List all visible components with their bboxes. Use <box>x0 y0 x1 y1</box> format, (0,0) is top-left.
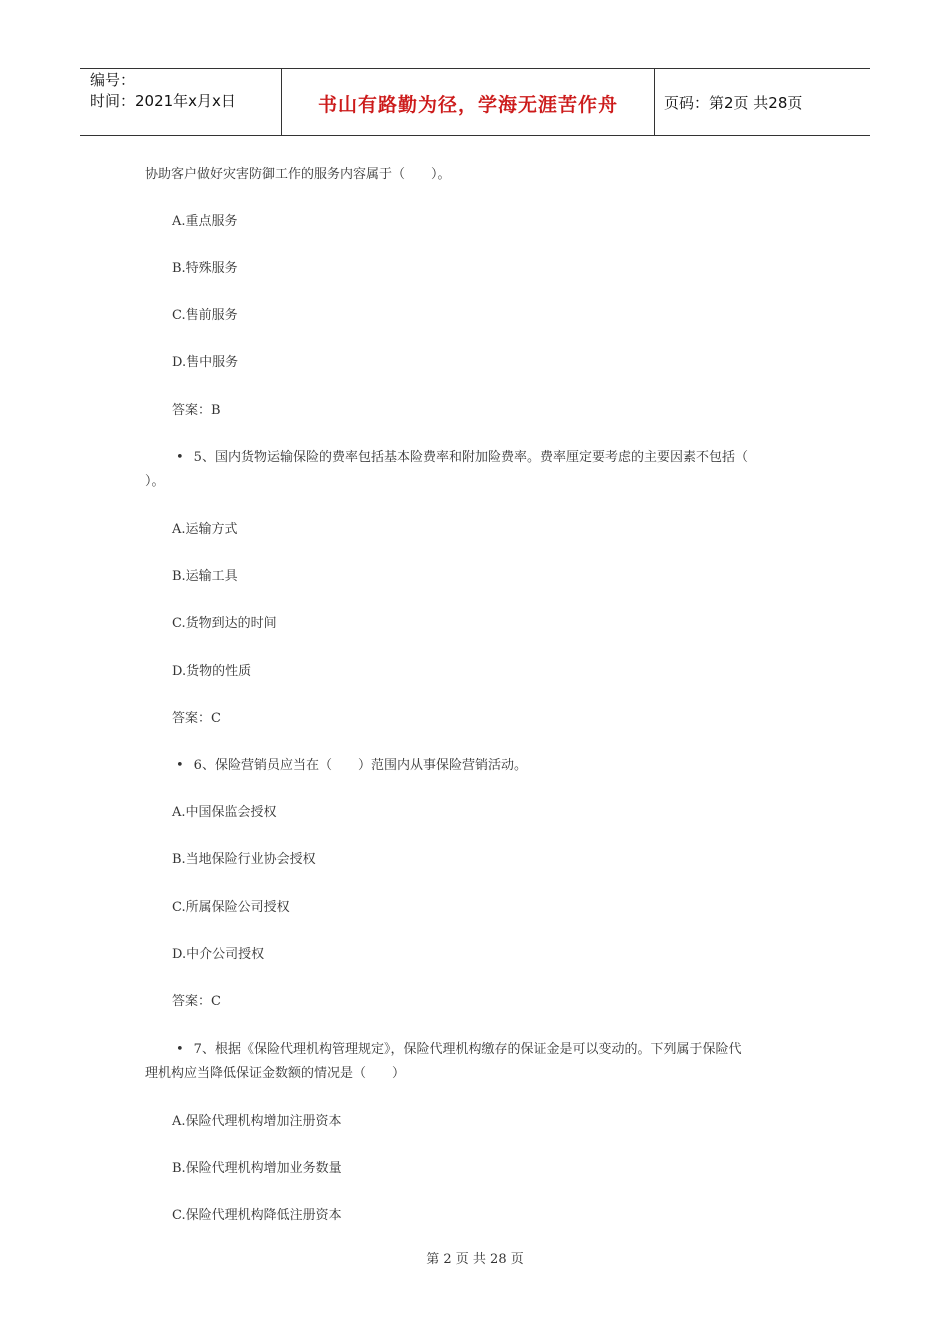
q5-option-a: A.运输方式 <box>172 522 238 537</box>
q5-answer: 答案：C <box>172 711 221 726</box>
serial-label: 编号： <box>90 71 136 89</box>
q4-option-b: B.特殊服务 <box>172 261 238 276</box>
header-meta <box>90 70 236 112</box>
bullet-icon: • <box>176 450 184 465</box>
header-page-info: 页码：第2页 共28页 <box>664 94 803 112</box>
q7-stem-text: 7、根据《保险代理机构管理规定》，保险代理机构缴存的保证金是可以变动的。下列属于保险代 <box>193 1042 742 1057</box>
q6-answer: 答案：C <box>172 994 221 1009</box>
q5-stem-text: 5、国内货物运输保险的费率包括基本险费率和附加险费率。费率厘定要考虑的主要因素不包括（ <box>193 450 748 465</box>
q6-stem <box>176 754 527 773</box>
header-divider-right <box>654 68 655 136</box>
q7-option-b: B.保险代理机构增加业务数量 <box>172 1161 342 1176</box>
bullet-icon: • <box>176 1042 184 1057</box>
q4-option-d: D.售中服务 <box>172 355 239 370</box>
header-bottom-rule <box>80 135 870 136</box>
q4-stem: 协助客户做好灾害防御工作的服务内容属于（ ）。 <box>145 167 451 182</box>
q6-option-d: D.中介公司授权 <box>172 947 265 962</box>
q7-stem-line2: 理机构应当降低保证金数额的情况是（ ） <box>145 1066 406 1081</box>
q7-option-c: C.保险代理机构降低注册资本 <box>172 1208 342 1223</box>
q7-option-a: A.保险代理机构增加注册资本 <box>172 1114 342 1129</box>
q5-option-d: D.货物的性质 <box>172 664 252 679</box>
q5-option-b: B.运输工具 <box>172 569 238 584</box>
q4-option-c: C.售前服务 <box>172 308 238 323</box>
header-top-rule <box>80 68 870 69</box>
bullet-icon: • <box>176 758 184 773</box>
q6-option-b: B.当地保险行业协会授权 <box>172 852 316 867</box>
q7-stem-line1 <box>176 1038 741 1057</box>
footer-page-number: 第 2 页 共 28 页 <box>426 1252 524 1267</box>
q6-option-c: C.所属保险公司授权 <box>172 900 290 915</box>
q4-answer: 答案：B <box>172 403 221 418</box>
q5-stem-line2: ）。 <box>145 474 165 489</box>
q6-stem-text: 6、保险营销员应当在（ ）范围内从事保险营销活动。 <box>193 758 527 773</box>
q5-option-c: C.货物到达的时间 <box>172 616 277 631</box>
q4-option-a: A.重点服务 <box>172 214 238 229</box>
q5-stem-line1 <box>176 446 748 465</box>
q6-option-a: A.中国保监会授权 <box>172 805 277 820</box>
date-label: 时间：2021年x月x日 <box>90 92 236 110</box>
header-motto: 书山有路勤为径，学海无涯苦作舟 <box>317 94 618 116</box>
